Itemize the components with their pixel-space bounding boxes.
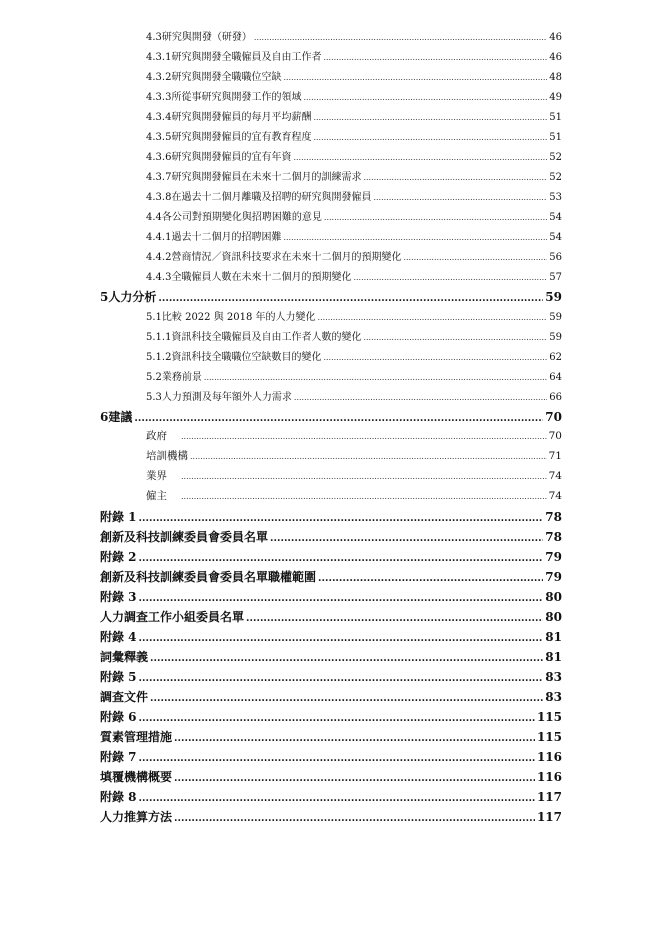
dot-leader (318, 313, 548, 322)
toc-title: 人力預測及每年額外人力需求 (161, 392, 292, 403)
dot-leader (246, 613, 543, 624)
dot-leader (283, 233, 547, 242)
toc-entry[interactable] (146, 428, 562, 442)
toc-entry[interactable] (146, 208, 562, 222)
toc-number: 4.3.5 (146, 132, 172, 143)
toc-appendix-title[interactable] (100, 768, 562, 784)
toc-title: 營商情況／資訊科技要求在未來十二個月的預期變化 (171, 252, 402, 263)
toc-appendix[interactable] (100, 628, 562, 644)
dot-leader (353, 273, 547, 282)
toc-title: 業界 (146, 470, 167, 482)
toc-page-number: 52 (549, 152, 562, 163)
toc-title: 比較 2022 與 2018 年的人力變化 (161, 312, 316, 323)
dot-leader (293, 153, 547, 162)
toc-entry[interactable] (146, 168, 562, 182)
dot-leader (181, 432, 547, 441)
dot-leader (323, 353, 547, 362)
toc-page-number: 78 (545, 510, 562, 524)
dot-leader (373, 193, 547, 202)
toc-page-number: 52 (549, 172, 562, 183)
toc-appendix-title[interactable] (100, 608, 562, 624)
toc-page-number: 81 (545, 650, 562, 664)
toc-title: 附錄 6 (100, 710, 137, 724)
toc-chapter-5[interactable] (100, 288, 562, 304)
dot-leader (139, 793, 535, 804)
toc-title: 研究與開發僱員的宜有教育程度 (171, 132, 312, 143)
toc-entry[interactable] (146, 128, 562, 142)
dot-leader (190, 452, 547, 461)
toc-title: 培訓機構 (146, 450, 188, 462)
toc-page-number: 46 (549, 32, 562, 43)
toc-number: 4.3 (146, 32, 162, 43)
toc-page-number: 59 (549, 312, 562, 323)
toc-entry[interactable] (146, 488, 562, 502)
toc-page-number: 49 (549, 92, 562, 103)
toc-page-number: 83 (545, 670, 562, 684)
toc-title: 人力推算方法 (100, 810, 173, 824)
dot-leader (139, 593, 544, 604)
toc-title: 創新及科技訓練委員會委員名單職權範圍 (100, 570, 317, 584)
toc-title: 資訊科技全職職位空缺數目的變化 (171, 352, 322, 363)
toc-page-number: 79 (545, 550, 562, 564)
toc-page-number: 74 (548, 490, 562, 502)
dot-leader (254, 33, 547, 42)
dot-leader (204, 373, 547, 382)
toc-number: 5.2 (146, 372, 162, 383)
toc-entry[interactable] (146, 388, 562, 402)
toc-appendix[interactable] (100, 508, 562, 524)
toc-page-number: 54 (549, 232, 562, 243)
toc-title: 人力調查工作小組委員名單 (100, 610, 245, 624)
toc-appendix-title[interactable] (100, 648, 562, 664)
toc-page-number: 117 (536, 810, 562, 824)
toc-title: 附錄 3 (100, 590, 137, 604)
toc-title: 附錄 2 (100, 550, 137, 564)
dot-leader (139, 633, 544, 644)
toc-number: 4.3.8 (146, 192, 172, 203)
toc-title: 過去十二個月的招聘困難 (171, 232, 282, 243)
toc-page-number: 115 (536, 710, 562, 724)
dot-leader (313, 133, 547, 142)
toc-entry[interactable] (146, 468, 562, 482)
toc-page-number: 48 (549, 72, 562, 83)
toc-appendix[interactable] (100, 588, 562, 604)
toc-title: 業務前景 (161, 372, 202, 383)
dot-leader (150, 693, 543, 704)
dot-leader (174, 773, 535, 784)
dot-leader (139, 673, 544, 684)
toc-page-number: 80 (545, 590, 562, 604)
toc-number: 4.3.1 (146, 52, 172, 63)
dot-leader (181, 472, 547, 481)
toc-entry[interactable] (146, 368, 562, 382)
toc-title: 僱主 (146, 490, 167, 502)
toc-number: 5.1 (146, 312, 162, 323)
dot-leader (174, 733, 535, 744)
toc-page-number: 115 (536, 730, 562, 744)
toc-title: 研究與開發僱員的每月平均薪酬 (171, 112, 312, 123)
toc-page-number: 57 (549, 272, 562, 283)
toc-title: 研究與開發（研發） (161, 32, 252, 43)
toc-entry[interactable] (146, 88, 562, 102)
toc-title: 附錄 7 (100, 750, 137, 764)
toc-entry[interactable] (146, 228, 562, 242)
dot-leader (139, 753, 535, 764)
dot-leader (303, 93, 547, 102)
toc-title: 建議 (108, 410, 133, 424)
toc-title: 附錄 4 (100, 630, 137, 644)
toc-page-number: 53 (549, 192, 562, 203)
toc-page-number: 80 (545, 610, 562, 624)
toc-page-number: 79 (545, 570, 562, 584)
toc-appendix-title[interactable] (100, 528, 562, 544)
toc-page-number: 59 (545, 290, 562, 304)
toc-page-number: 71 (548, 450, 562, 462)
toc-number: 4.3.4 (146, 112, 172, 123)
toc-page-number: 51 (549, 112, 562, 123)
toc-title: 研究與開發僱員的宜有年資 (171, 152, 292, 163)
toc-title: 創新及科技訓練委員會委員名單 (100, 530, 269, 544)
toc-appendix-title[interactable] (100, 688, 562, 704)
toc-title: 詞彙釋義 (100, 650, 149, 664)
toc-page-number: 70 (548, 430, 562, 442)
toc-number: 4.4 (146, 212, 162, 223)
toc-title: 附錄 8 (100, 790, 137, 804)
toc-title: 政府 (146, 430, 167, 442)
toc-page-number: 62 (549, 352, 562, 363)
toc-entry[interactable] (146, 348, 562, 362)
toc-title: 附錄 5 (100, 670, 137, 684)
toc-entry[interactable] (146, 68, 562, 82)
toc-appendix[interactable] (100, 708, 562, 724)
toc-number: 6 (100, 410, 109, 424)
dot-leader (150, 653, 543, 664)
toc-title: 填覆機構概要 (100, 770, 173, 784)
toc-chapter-6[interactable] (100, 408, 562, 424)
toc-number: 5.1.2 (146, 352, 172, 363)
toc-appendix[interactable] (100, 548, 562, 564)
dot-leader (283, 73, 547, 82)
toc-title: 質素管理措施 (100, 730, 173, 744)
toc-page-number: 46 (549, 52, 562, 63)
toc-page-number: 116 (536, 750, 562, 764)
toc-appendix-title[interactable] (100, 568, 562, 584)
dot-leader (139, 553, 544, 564)
dot-leader (139, 513, 544, 524)
toc-page-number: 51 (549, 132, 562, 143)
toc-page-number: 70 (545, 410, 562, 424)
dot-leader (403, 253, 547, 262)
toc-page-number: 81 (545, 630, 562, 644)
toc-entry[interactable] (146, 188, 562, 202)
toc-title: 附錄 1 (100, 510, 137, 524)
toc-title: 資訊科技全職僱員及自由工作者人數的變化 (171, 332, 362, 343)
toc-page-number: 117 (536, 790, 562, 804)
toc-page-number: 64 (549, 372, 562, 383)
toc-page-number: 54 (549, 212, 562, 223)
toc-title: 人力分析 (108, 290, 157, 304)
toc-number: 5 (100, 290, 109, 304)
toc-number: 4.3.6 (146, 152, 172, 163)
toc-number: 5.1.1 (146, 332, 172, 343)
toc-title: 在過去十二個月離職及招聘的研究與開發僱員 (171, 192, 372, 203)
toc-number: 4.3.7 (146, 172, 172, 183)
toc-number: 4.4.2 (146, 252, 172, 263)
toc-number: 4.4.1 (146, 232, 172, 243)
dot-leader (313, 113, 547, 122)
toc-entry[interactable] (146, 308, 562, 322)
toc-appendix[interactable] (100, 668, 562, 684)
toc-page-number: 66 (549, 392, 562, 403)
dot-leader (318, 573, 543, 584)
toc-title: 研究與開發全職僱員及自由工作者 (171, 52, 322, 63)
toc-entry[interactable] (146, 108, 562, 122)
toc-entry[interactable] (146, 448, 562, 462)
dot-leader (158, 293, 543, 304)
toc-page-number: 56 (549, 252, 562, 263)
dot-leader (294, 393, 547, 402)
dot-leader (139, 713, 535, 724)
dot-leader (134, 413, 543, 424)
toc-number: 4.3.3 (146, 92, 172, 103)
toc-page-number: 116 (536, 770, 562, 784)
toc-appendix-title[interactable] (100, 728, 562, 744)
toc-appendix-title[interactable] (100, 808, 562, 824)
toc-entry[interactable] (146, 28, 562, 42)
toc-title: 研究與開發全職職位空缺 (171, 72, 282, 83)
toc-page-number: 78 (545, 530, 562, 544)
toc-title: 全職僱員人數在未來十二個月的預期變化 (171, 272, 352, 283)
dot-leader (181, 492, 547, 501)
toc-title: 各公司對預期變化與招聘困難的意見 (161, 212, 322, 223)
toc-entry[interactable] (146, 48, 562, 62)
toc-title: 調查文件 (100, 690, 149, 704)
toc-entry[interactable] (146, 328, 562, 342)
dot-leader (363, 173, 547, 182)
toc-title: 研究與開發僱員在未來十二個月的訓練需求 (171, 172, 362, 183)
toc-page-number: 59 (549, 332, 562, 343)
toc-entry[interactable] (146, 148, 562, 162)
toc-entry[interactable] (146, 268, 562, 282)
toc-number: 4.3.2 (146, 72, 172, 83)
dot-leader (363, 333, 547, 342)
dot-leader (174, 813, 535, 824)
toc-page-number: 74 (548, 470, 562, 482)
dot-leader (324, 213, 547, 222)
toc-page-number: 83 (545, 690, 562, 704)
toc-appendix[interactable] (100, 788, 562, 804)
toc-appendix[interactable] (100, 748, 562, 764)
toc-title: 所從事研究與開發工作的領域 (171, 92, 302, 103)
toc-number: 5.3 (146, 392, 162, 403)
dot-leader (270, 533, 543, 544)
toc-entry[interactable] (146, 248, 562, 262)
dot-leader (323, 53, 547, 62)
toc-number: 4.4.3 (146, 272, 172, 283)
